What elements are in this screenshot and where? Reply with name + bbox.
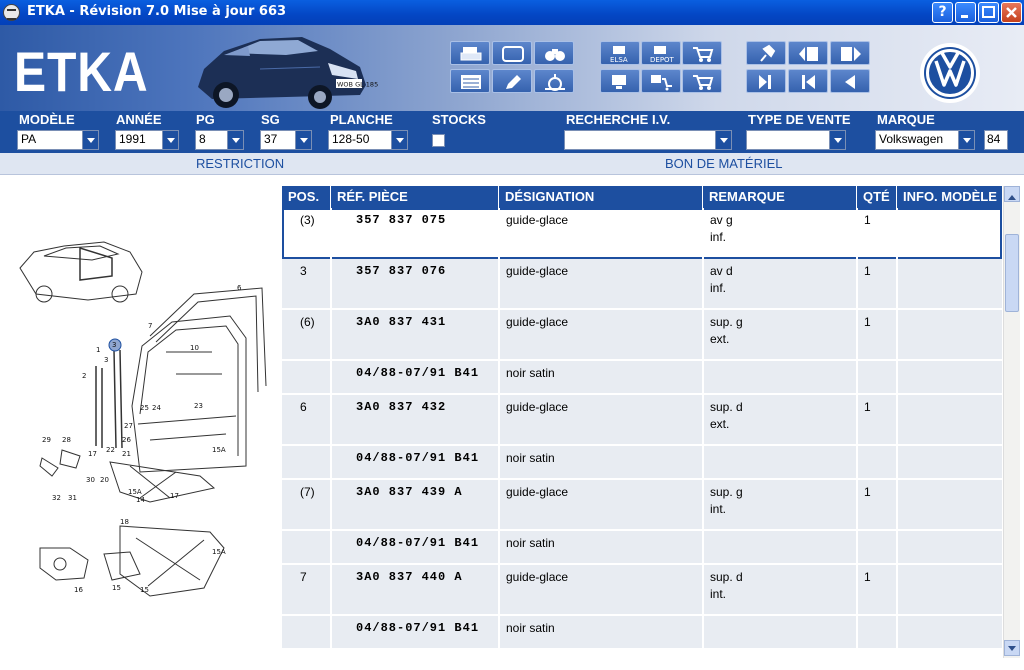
sg-value: 37 (264, 132, 278, 146)
title-bar (0, 0, 1024, 25)
type-vente-select[interactable] (746, 130, 846, 150)
callout: 28 (62, 436, 71, 444)
pg-value: 8 (199, 132, 206, 146)
cell-qte: 1 (864, 264, 871, 278)
column-divider (896, 361, 898, 395)
callout: 2 (82, 372, 87, 380)
sg-select[interactable] (260, 130, 312, 150)
cell-designation: noir satin (506, 536, 555, 550)
search-button[interactable] (534, 41, 574, 65)
cell-pos: 7 (300, 570, 307, 584)
callout: 14 (136, 496, 145, 504)
cell-designation: guide-glace (506, 400, 569, 414)
monitor-icon (609, 73, 633, 91)
callout: 16 (74, 586, 83, 594)
recherche-select[interactable] (564, 130, 732, 150)
column-divider (856, 616, 858, 650)
cell-remarque: av d inf. (710, 264, 733, 295)
col-qte[interactable]: QTÉ (857, 186, 897, 208)
column-divider (702, 361, 704, 395)
cell-remarque: sup. g int. (710, 485, 743, 516)
cell-designation: noir satin (506, 621, 555, 635)
help-button[interactable]: ? (932, 2, 953, 23)
cell-qte: 1 (864, 570, 871, 584)
table-row[interactable] (282, 616, 1002, 650)
bon-materiel-link[interactable]: BON DE MATÉRIEL (665, 156, 783, 171)
column-divider (498, 565, 500, 616)
banner (0, 25, 1024, 111)
column-divider (702, 446, 704, 480)
column-divider (330, 480, 332, 531)
callout: 30 (86, 476, 95, 484)
parts-table (282, 186, 1002, 670)
column-divider (856, 480, 858, 531)
col-designation[interactable]: DÉSIGNATION (499, 186, 703, 208)
column-divider (856, 395, 858, 446)
list-icon (459, 73, 483, 91)
cell-designation: noir satin (506, 451, 555, 465)
column-divider (856, 446, 858, 480)
table-row[interactable] (282, 310, 1002, 361)
cell-remarque: sup. g ext. (710, 315, 743, 346)
window-title: ETKA - Révision 7.0 Mise à jour 663 (27, 4, 287, 19)
back-button[interactable] (830, 69, 870, 93)
chevron-down-icon[interactable] (829, 131, 845, 149)
stocks-checkbox[interactable] (432, 134, 445, 147)
scroll-up-icon[interactable] (1004, 186, 1020, 202)
col-ref[interactable]: RÉF. PIÈCE (331, 186, 499, 208)
close-icon (1002, 3, 1021, 22)
marque-label: MARQUE (877, 112, 935, 127)
cart-icon (691, 45, 715, 63)
cell-pos: 6 (300, 400, 307, 414)
column-divider (896, 446, 898, 480)
cell-remarque: sup. d ext. (710, 400, 743, 431)
print-button[interactable] (450, 41, 490, 65)
cell-remarque: sup. d int. (710, 570, 743, 601)
scroll-down-icon[interactable] (1004, 640, 1020, 656)
stocks-label: STOCKS (432, 112, 486, 127)
svg-text:ELSA: ELSA (610, 56, 628, 64)
callout: 31 (68, 494, 77, 502)
table-row[interactable] (282, 361, 1002, 395)
cell-pos: (3) (300, 213, 315, 227)
planche-label: PLANCHE (330, 112, 393, 127)
table-header (282, 186, 1002, 208)
cell-ref: 04/88-07/91 B41 (356, 451, 480, 465)
monitor-button[interactable] (600, 69, 640, 93)
column-divider (856, 565, 858, 616)
cell-ref: 04/88-07/91 B41 (356, 366, 480, 380)
monitor-cart-button[interactable] (641, 69, 681, 93)
column-divider (498, 531, 500, 565)
table-row[interactable] (282, 480, 1002, 531)
col-info-modele[interactable]: INFO. MODÈLE (903, 189, 997, 204)
prev-page-icon (797, 45, 821, 63)
vertical-scrollbar[interactable] (1003, 186, 1020, 658)
navigation-icon (543, 73, 567, 91)
next-page-icon (839, 45, 863, 63)
cell-pos: (6) (300, 315, 315, 329)
callout: 18 (120, 518, 129, 526)
cell-pos: 3 (300, 264, 307, 278)
marque-select[interactable] (875, 130, 975, 150)
cell-ref: 3A0 837 431 (356, 315, 447, 329)
printer-icon (459, 45, 483, 63)
restriction-link[interactable]: RESTRICTION (196, 156, 285, 171)
column-divider (702, 565, 704, 616)
pg-select[interactable] (195, 130, 244, 150)
column-divider (498, 361, 500, 395)
column-divider (498, 446, 500, 480)
column-divider (856, 259, 858, 310)
column-divider (330, 531, 332, 565)
chevron-down-icon[interactable] (391, 131, 407, 149)
marque-value: Volkswagen (879, 132, 944, 146)
chevron-down-icon[interactable] (958, 131, 974, 149)
parts-diagram-panel (0, 176, 278, 670)
cell-designation: guide-glace (506, 213, 569, 227)
sg-label: SG (261, 112, 280, 127)
column-divider (498, 310, 500, 361)
cart-button[interactable] (682, 41, 722, 65)
chevron-down-icon[interactable] (227, 131, 243, 149)
prev-page-button[interactable] (788, 41, 828, 65)
callout: 6 (237, 284, 242, 292)
cell-designation: guide-glace (506, 315, 569, 329)
first-icon (797, 73, 821, 91)
column-divider (330, 310, 332, 361)
pin-button[interactable] (746, 41, 786, 65)
column-divider (856, 361, 858, 395)
column-divider (896, 310, 898, 361)
cart-add-icon (691, 73, 715, 91)
callout: 23 (194, 402, 203, 410)
cell-ref: 3A0 837 432 (356, 400, 447, 414)
column-divider (896, 259, 898, 310)
annee-select[interactable] (115, 130, 179, 150)
exploded-parts-diagram[interactable] (0, 176, 278, 670)
cell-pos: (7) (300, 485, 315, 499)
column-divider (498, 259, 500, 310)
column-divider (856, 310, 858, 361)
cell-ref: 3A0 837 440 A (356, 570, 463, 584)
column-divider (702, 395, 704, 446)
callout: 24 (152, 404, 161, 412)
callout: 21 (122, 450, 131, 458)
column-divider (330, 208, 332, 259)
col-remarque[interactable]: REMARQUE (703, 186, 857, 208)
callout: 15 (112, 584, 121, 592)
screen-icon (501, 45, 525, 63)
table-row[interactable] (282, 259, 1002, 310)
modele-label: MODÈLE (19, 112, 75, 127)
callout: 17 (88, 450, 97, 458)
back-icon (839, 73, 863, 91)
marque-code-field[interactable] (984, 130, 1008, 150)
cell-qte: 1 (864, 213, 871, 227)
cell-designation: guide-glace (506, 264, 569, 278)
depot-button[interactable] (641, 41, 681, 65)
column-divider (896, 395, 898, 446)
car-image (190, 29, 379, 111)
column-divider (330, 616, 332, 650)
table-row[interactable] (282, 565, 1002, 616)
column-divider (330, 361, 332, 395)
pencil-icon (501, 73, 525, 91)
column-divider (498, 480, 500, 531)
column-divider (896, 616, 898, 650)
cell-designation: guide-glace (506, 485, 569, 499)
callout: 25 (140, 404, 149, 412)
annee-label: ANNÉE (116, 112, 162, 127)
close-button[interactable] (1001, 2, 1022, 23)
column-divider (702, 259, 704, 310)
column-divider (498, 616, 500, 650)
cell-remarque: av g inf. (710, 213, 733, 244)
callout: 17 (170, 492, 179, 500)
callout: 7 (148, 322, 153, 330)
chevron-down-icon[interactable] (162, 131, 178, 149)
type-vente-label: TYPE DE VENTE (748, 112, 851, 127)
table-row[interactable] (282, 531, 1002, 565)
column-divider (896, 531, 898, 565)
callout: 15A (212, 548, 226, 556)
column-divider (702, 310, 704, 361)
callout-highlight: 3 (112, 341, 117, 349)
cell-ref: 04/88-07/91 B41 (356, 536, 480, 550)
cell-ref: 3A0 837 439 A (356, 485, 463, 499)
callout: 15A (128, 488, 142, 496)
pg-label: PG (196, 112, 215, 127)
callout: 27 (124, 422, 133, 430)
minimize-button[interactable] (955, 2, 976, 23)
sub-bar (0, 153, 1024, 175)
app-menu-icon[interactable] (3, 4, 20, 21)
cart-add-button[interactable] (682, 69, 722, 93)
column-divider (330, 259, 332, 310)
minimize-icon (956, 3, 975, 22)
cell-ref: 357 837 075 (356, 213, 447, 227)
cell-qte: 1 (864, 485, 871, 499)
planche-value: 128-50 (332, 132, 370, 146)
recherche-label: RECHERCHE I.V. (566, 112, 671, 127)
last-icon (755, 73, 779, 91)
callout: 1 (96, 346, 101, 354)
callout: 26 (122, 436, 131, 444)
cell-designation: guide-glace (506, 570, 569, 584)
elsa-button[interactable] (600, 41, 640, 65)
etka-logo: ETKA (14, 40, 149, 103)
modele-select[interactable] (17, 130, 99, 150)
table-row[interactable] (282, 208, 1002, 259)
monitor-cart-icon (650, 73, 674, 91)
column-divider (498, 208, 500, 259)
cell-qte: 1 (864, 315, 871, 329)
modele-value: PA (21, 132, 37, 146)
column-divider (330, 446, 332, 480)
column-divider (856, 208, 858, 259)
column-divider (896, 208, 898, 259)
screen-button[interactable] (492, 41, 532, 65)
navigation-button[interactable] (534, 69, 574, 93)
scroll-thumb[interactable] (1005, 234, 1019, 312)
first-button[interactable] (788, 69, 828, 93)
chevron-down-icon[interactable] (715, 131, 731, 149)
callout: 10 (190, 344, 199, 352)
column-divider (702, 616, 704, 650)
column-divider (856, 531, 858, 565)
edit-button[interactable] (492, 69, 532, 93)
cell-qte: 1 (864, 400, 871, 414)
column-divider (330, 395, 332, 446)
pin-icon (755, 45, 779, 63)
next-page-button[interactable] (830, 41, 870, 65)
column-divider (702, 208, 704, 259)
svg-text:DEPOT: DEPOT (650, 56, 674, 64)
cell-designation: noir satin (506, 366, 555, 380)
list-button[interactable] (450, 69, 490, 93)
marque-code: 84 (987, 132, 1001, 146)
elsa-icon (609, 45, 635, 63)
column-divider (896, 480, 898, 531)
maximize-button[interactable] (978, 2, 999, 23)
callout: 20 (100, 476, 109, 484)
chevron-down-icon[interactable] (295, 131, 311, 149)
binoculars-icon (543, 45, 567, 63)
last-button[interactable] (746, 69, 786, 93)
column-divider (896, 565, 898, 616)
callout: 3 (104, 356, 109, 364)
column-divider (702, 531, 704, 565)
volkswagen-logo (918, 41, 982, 105)
column-divider (498, 395, 500, 446)
license-plate-text: WOB GL 185 (337, 80, 379, 89)
table-row[interactable] (282, 395, 1002, 446)
annee-value: 1991 (119, 132, 146, 146)
table-row[interactable] (282, 446, 1002, 480)
col-pos[interactable]: POS. (282, 186, 331, 208)
planche-select[interactable] (328, 130, 408, 150)
maximize-icon (979, 3, 998, 22)
callout: 32 (52, 494, 61, 502)
depot-icon (650, 45, 678, 63)
column-divider (702, 480, 704, 531)
callout: 15 (140, 586, 149, 594)
cell-ref: 357 837 076 (356, 264, 447, 278)
column-divider (330, 565, 332, 616)
callout: 22 (106, 446, 115, 454)
callout: 15A (212, 446, 226, 454)
callout: 29 (42, 436, 51, 444)
chevron-down-icon[interactable] (82, 131, 98, 149)
cell-ref: 04/88-07/91 B41 (356, 621, 480, 635)
